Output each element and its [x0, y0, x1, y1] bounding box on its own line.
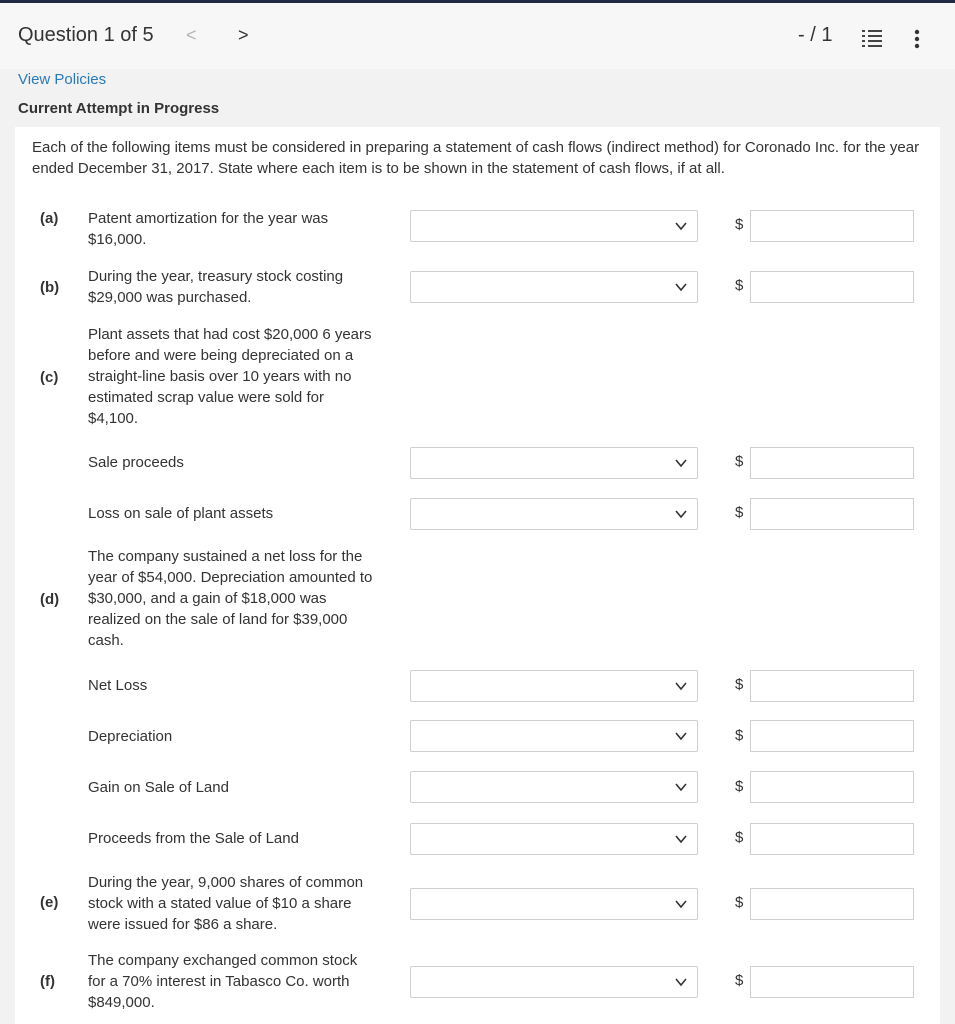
item-d-description: The company sustained a net loss for the year of $54,000. Depreciation amounted to $30,000, and a gain of $18,000 was realized on the sale of land for $39,000 cash. — [88, 548, 373, 649]
more-options-icon[interactable] — [914, 29, 920, 49]
chevron-down-icon — [675, 282, 687, 292]
item-c-sale-proceeds-select[interactable] — [410, 447, 698, 479]
item-e-select[interactable] — [410, 888, 698, 920]
currency-symbol: $ — [735, 894, 744, 911]
item-d-gain-input[interactable] — [750, 771, 914, 803]
chevron-down-icon — [675, 681, 687, 691]
item-d-proceeds-input[interactable] — [750, 823, 914, 855]
currency-symbol: $ — [735, 676, 744, 693]
item-b-letter: (b) — [40, 279, 60, 296]
item-c-description: Plant assets that had cost $20,000 6 years before and were being depreciated on a straight-line basis over 10 years with no estimated scrap value were sold for $4,100. — [88, 326, 372, 427]
item-e-letter: (e) — [40, 894, 59, 911]
chevron-down-icon — [675, 221, 687, 231]
item-d-depreciation-select[interactable] — [410, 720, 698, 752]
item-d-proceeds-label: Proceeds from the Sale of Land — [88, 830, 299, 847]
item-b-select[interactable] — [410, 271, 698, 303]
score-display: - / 1 — [798, 24, 833, 46]
question-intro: Each of the following items must be considered in preparing a statement of cash flows (indirect method) for Coronado Inc. for the year ended December 31, 2017. State where each item is to be shown in the statement of cash flows, if at all. — [32, 139, 920, 177]
currency-symbol: $ — [735, 727, 744, 744]
question-header — [0, 3, 955, 69]
item-c-sale-proceeds-input[interactable] — [750, 447, 914, 479]
chevron-down-icon — [675, 509, 687, 519]
item-d-gain-select[interactable] — [410, 771, 698, 803]
item-d-net-loss-select[interactable] — [410, 670, 698, 702]
item-c-loss-label: Loss on sale of plant assets — [88, 505, 274, 522]
currency-symbol: $ — [735, 829, 744, 846]
currency-symbol: $ — [735, 778, 744, 795]
item-d-proceeds-select[interactable] — [410, 823, 698, 855]
chevron-down-icon — [675, 977, 687, 987]
currency-symbol: $ — [735, 504, 744, 521]
item-f-description: The company exchanged common stock for a 70% interest in Tabasco Co. worth $849,000. — [88, 952, 358, 1011]
item-d-net-loss-label: Net Loss — [88, 677, 148, 694]
item-a-letter: (a) — [40, 210, 59, 227]
item-f-letter: (f) — [40, 973, 55, 990]
item-c-loss-input[interactable] — [750, 498, 914, 530]
currency-symbol: $ — [735, 216, 744, 233]
question-list-icon[interactable] — [862, 29, 882, 47]
item-b-description: During the year, treasury stock costing $29,000 was purchased. — [88, 268, 344, 306]
chevron-down-icon — [675, 834, 687, 844]
chevron-down-icon — [675, 731, 687, 741]
previous-question-button[interactable]: < — [186, 25, 197, 45]
item-d-gain-label: Gain on Sale of Land — [88, 779, 229, 796]
item-f-amount-input[interactable] — [750, 966, 914, 998]
item-a-amount-input[interactable] — [750, 210, 914, 242]
attempt-status: Current Attempt in Progress — [18, 100, 220, 117]
item-c-loss-select[interactable] — [410, 498, 698, 530]
item-b-amount-input[interactable] — [750, 271, 914, 303]
item-f-select[interactable] — [410, 966, 698, 998]
item-d-depreciation-label: Depreciation — [88, 728, 173, 745]
chevron-down-icon — [675, 899, 687, 909]
item-a-description: Patent amortization for the year was $16,000. — [88, 210, 329, 248]
view-policies-link[interactable]: View Policies — [18, 71, 107, 88]
item-d-net-loss-input[interactable] — [750, 670, 914, 702]
chevron-down-icon — [675, 782, 687, 792]
currency-symbol: $ — [735, 453, 744, 470]
currency-symbol: $ — [735, 972, 744, 989]
next-question-button[interactable]: > — [238, 25, 249, 45]
item-e-description: During the year, 9,000 shares of common stock with a stated value of $10 a share were issued for $86 a share. — [88, 874, 364, 933]
currency-symbol: $ — [735, 277, 744, 294]
item-c-sale-proceeds-label: Sale proceeds — [88, 454, 184, 471]
item-d-depreciation-input[interactable] — [750, 720, 914, 752]
chevron-down-icon — [675, 458, 687, 468]
item-a-select[interactable] — [410, 210, 698, 242]
question-title: Question 1 of 5 — [18, 24, 154, 46]
item-c-letter: (c) — [40, 369, 59, 386]
item-d-letter: (d) — [40, 591, 60, 608]
item-e-amount-input[interactable] — [750, 888, 914, 920]
